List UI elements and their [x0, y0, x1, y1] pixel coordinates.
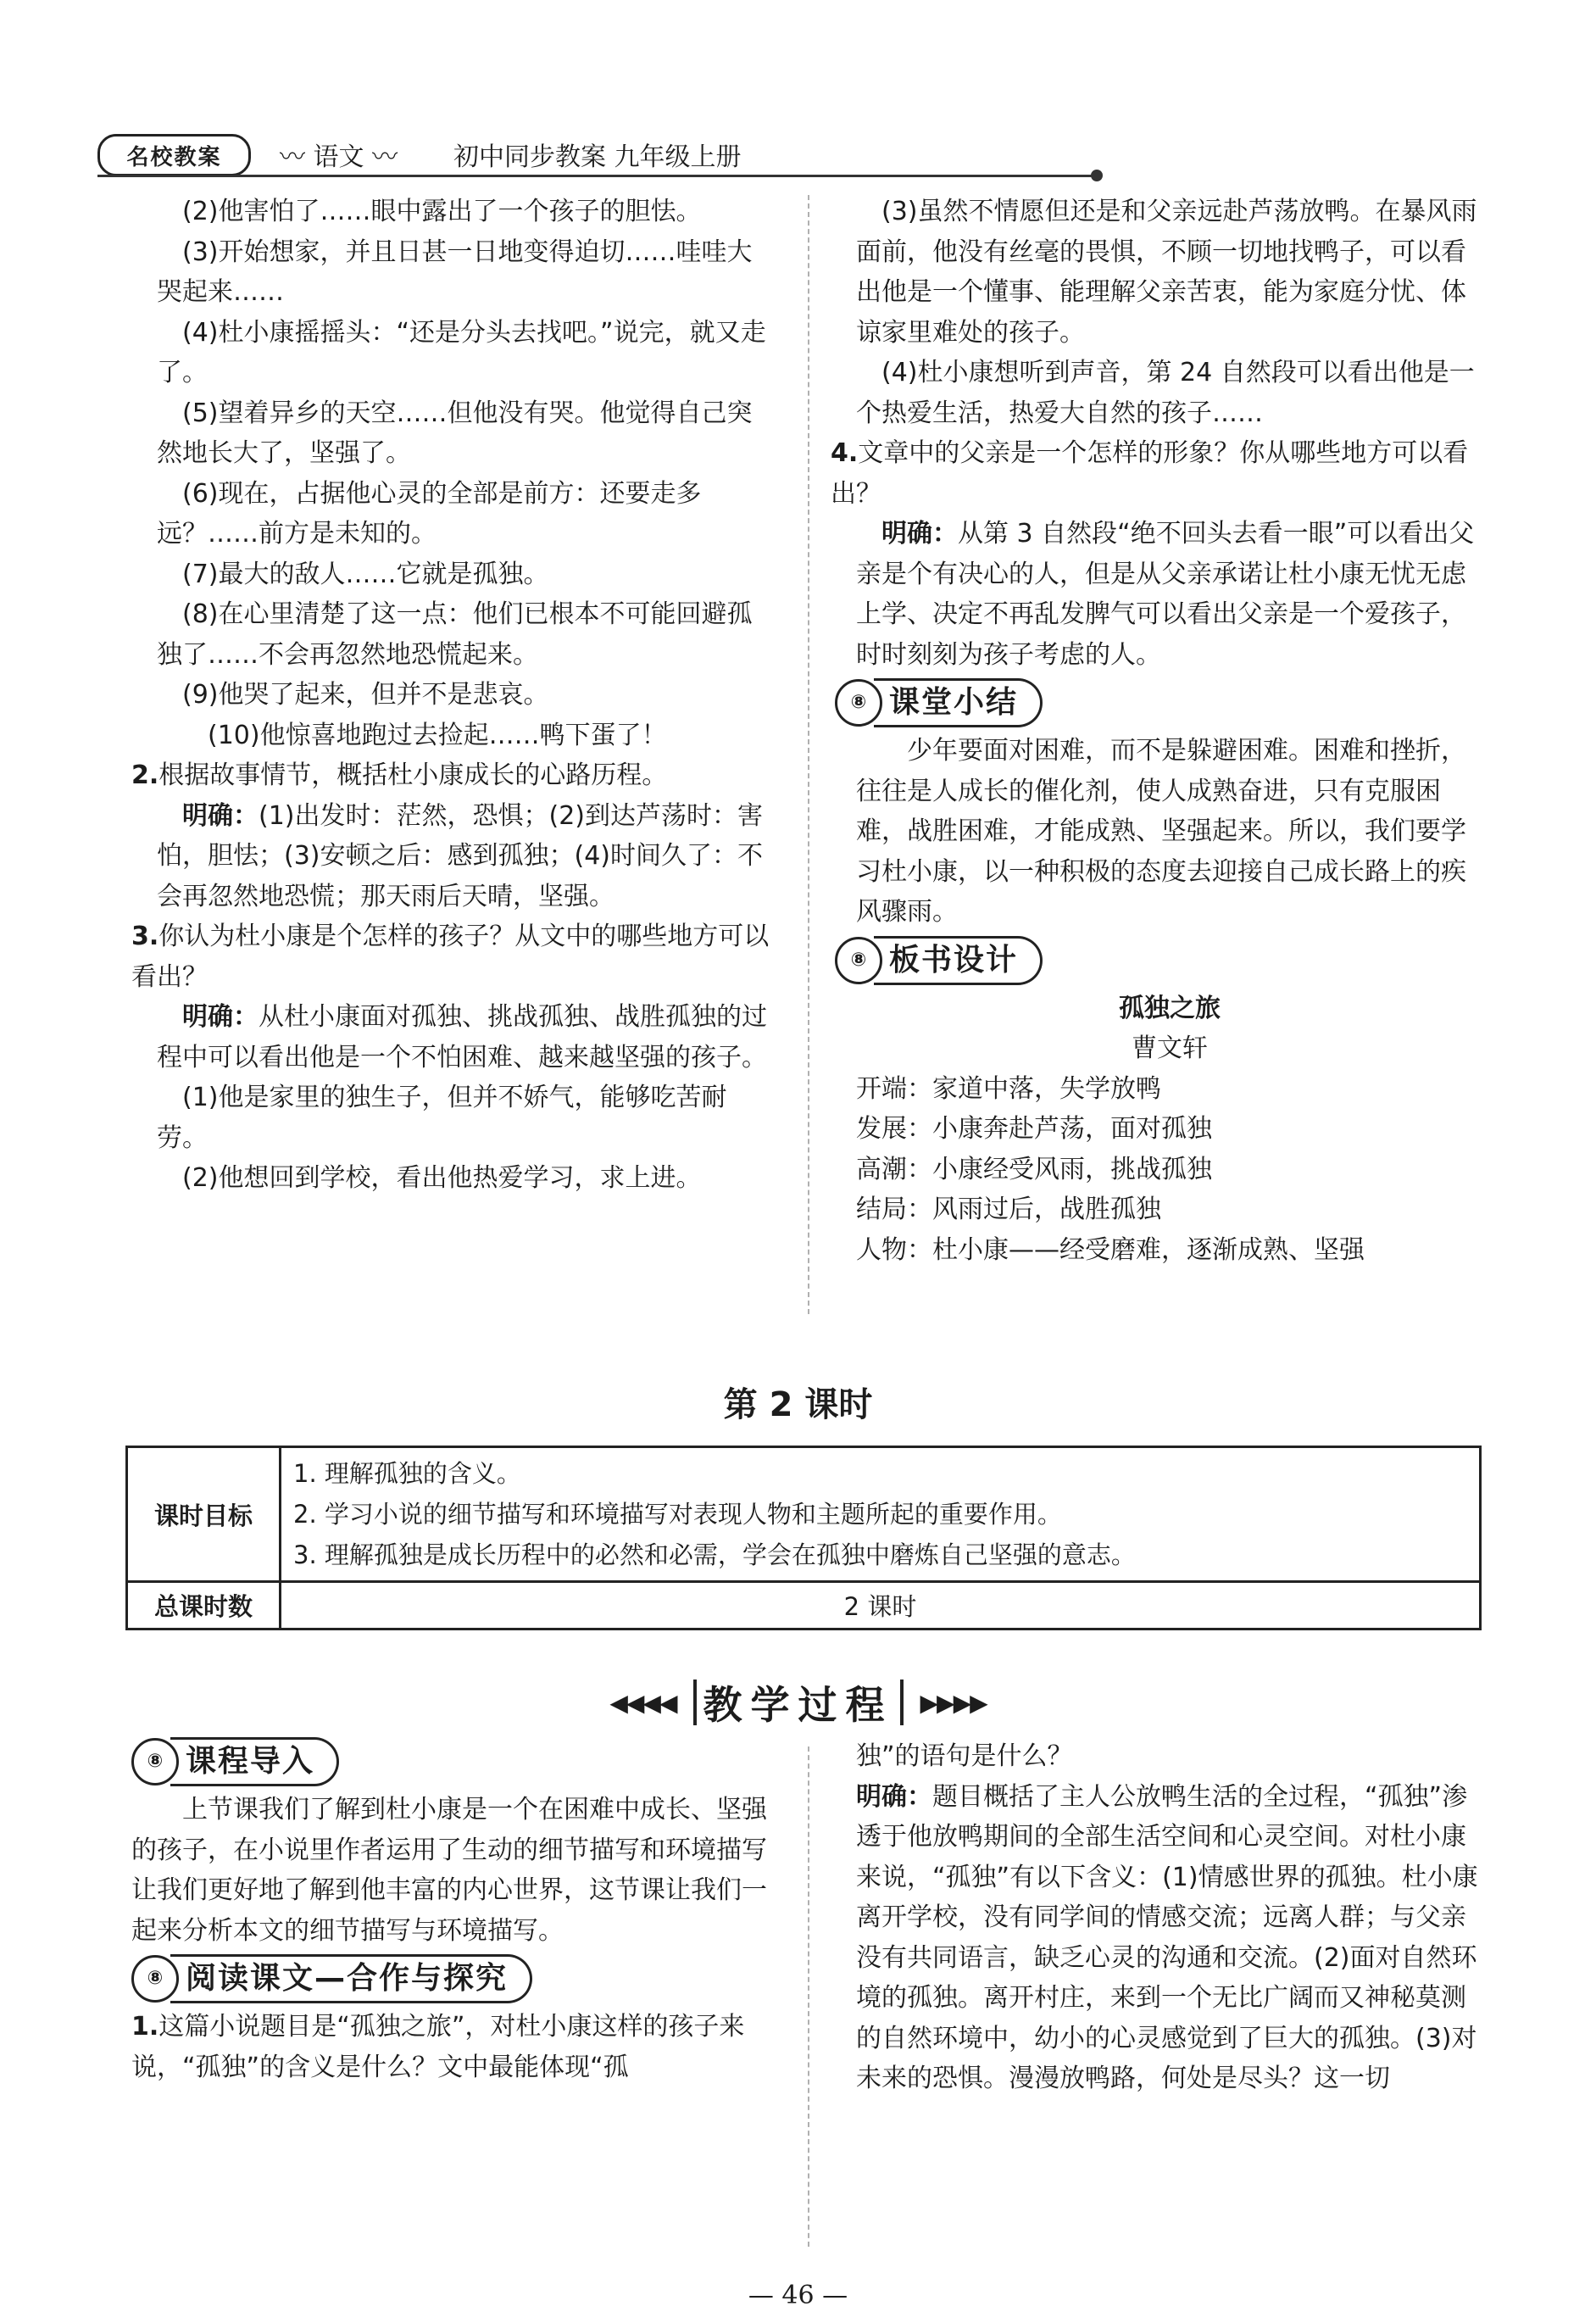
list-item: (7)最大的敌人……它就是孤独。	[182, 559, 549, 589]
section-icon: ⑧	[835, 679, 882, 727]
answer-text: 题目概括了主人公放鸭生活的全过程，“孤独”渗透于他放鸭期间的全部生活空间和心灵空间。对杜小康来说，“孤独”有以下含义：(1)情感世界的孤独。杜小康离开学校，没有同学间的情感交流；远离人群；与父亲没有共同语言，缺乏心灵的沟通和交流。(2)面对自然环境的孤独。离开村庄，来到一个无比广阔而又神秘莫测的自然环境中，幼小的心灵感觉到了巨大的孤独。(3)对未来的恐惧。漫漫放鸭路，何处是尽头？这一切	[856, 1781, 1478, 2093]
list-item: (8)在心里清楚了这一点：他们已根本不可能回避孤独了……不会再忽然地恐慌起来。	[157, 599, 753, 670]
intro-text: 上节课我们了解到杜小康是一个在困难中成长、坚强的孩子，在小说里作者运用了生动的细节描写和环境描写让我们更好地了解到他丰富的内心世界，这节课让我们一起来分析本文的细节描写与环境描写。	[131, 1795, 767, 1946]
question-number: 3.	[131, 922, 159, 951]
lesson-title: 第 2 课时	[723, 1385, 873, 1424]
answer-4	[856, 514, 1483, 675]
question-4	[831, 433, 1483, 514]
answer-2	[157, 796, 776, 917]
answer-point: (2)他想回到学校，看出他热爱学习，求上进。	[182, 1163, 702, 1193]
page-number: — 46 —	[748, 2281, 848, 2310]
bottom-left-column	[131, 1734, 780, 2087]
list-item: (4)杜小康摇摇头：“还是分头去找吧。”说完，就又走了。	[157, 317, 766, 387]
goal-list	[281, 1447, 1481, 1582]
hours-value: 2 课时	[281, 1582, 1481, 1629]
section-summary	[835, 678, 1483, 727]
question-text: 这篇小说题目是“孤独之旅”，对杜小康这样的孩子来说，“孤独”的含义是什么？文中最能体现“孤	[131, 2012, 745, 2082]
hours-label: 总课时数	[127, 1582, 281, 1629]
answer-point: (1)他是家里的独生子，但并不娇气，能够吃苦耐劳。	[157, 1083, 727, 1153]
table-row	[127, 1582, 1481, 1629]
section-title: 板书设计	[874, 936, 1043, 985]
answer-text: (1)出发时：茫然，恐惧；(2)到达芦荡时：害怕，胆怯；(3)安顿之后：感到孤独；(4)时间久了：不会再忽然地恐慌；那天雨后天晴，坚强。	[157, 800, 763, 911]
header-rule	[97, 175, 1098, 177]
list-item: (5)望着异乡的天空……但他没有哭。他觉得自己突然地长大了，坚强了。	[157, 398, 753, 468]
section-title: 课程导入	[170, 1737, 339, 1786]
right-arrows-icon: ▶▶▶▶	[920, 1688, 987, 1717]
question-text: 文章中的父亲是一个怎样的形象？你从哪些地方可以看出？	[831, 438, 1469, 509]
question-text: 根据故事情节，概括杜小康成长的心路历程。	[158, 760, 668, 790]
answer-text: 从杜小康面对孤独、挑战孤独、战胜孤独的过程中可以看出他是一个不怕困难、越来越坚强的孩子。	[157, 1002, 767, 1072]
list-item: (3)开始想家，并且日甚一日地变得迫切……哇哇大哭起来……	[157, 237, 753, 307]
table-row	[127, 1447, 1481, 1582]
left-arrows-icon: ◀◀◀◀	[609, 1688, 676, 1717]
answer-label: 明确：	[182, 1002, 259, 1032]
left-column	[131, 192, 776, 1199]
book-subtitle: 初中同步教案 九年级上册	[453, 142, 742, 172]
goal-item: 3. 理解孤独是成长历程中的必然和必需，学会在孤独中磨炼自己坚强的意志。	[293, 1540, 1136, 1569]
board-line: 发展：小康奔赴芦荡，面对孤独	[856, 1114, 1212, 1144]
question-continuation: 独”的语句是什么？	[856, 1741, 1073, 1771]
answer-text: 从第 3 自然段“绝不回头去看一眼”可以看出父亲是个有决心的人，但是从父亲承诺让杜小康无忧无虑上学、决定不再乱发脾气可以看出父亲是一个爱孩子，时时刻刻为孩子考虑的人。	[856, 519, 1475, 670]
question-number: 2.	[131, 760, 159, 790]
banner-title: 教学过程	[703, 1682, 893, 1728]
answer-label: 明确：	[856, 1781, 932, 1812]
list-item: (2)他害怕了……眼中露出了一个孩子的胆怯。	[182, 197, 702, 226]
board-title: 孤独之旅	[1119, 993, 1221, 1023]
column-divider	[808, 195, 809, 1314]
section-reading	[131, 1954, 780, 2003]
answer-3	[157, 997, 776, 1078]
column-divider	[808, 1746, 809, 2247]
answer-label: 明确：	[182, 800, 259, 831]
section-icon: ⑧	[131, 1738, 179, 1785]
section-icon: ⑧	[835, 937, 882, 984]
summary-text: 少年要面对困难，而不是躲避困难。困难和挫折，往往是人成长的催化剂，使人成熟奋进，只有克服困难，战胜困难，才能成熟、坚强起来。所以，我们要学习杜小康，以一种积极的态度去迎接自己成长路上的疾风骤雨。	[856, 736, 1466, 927]
bottom-right-column	[856, 1736, 1483, 2099]
question-3	[131, 916, 776, 997]
section-icon: ⑧	[131, 1955, 179, 2003]
answer-label: 明确：	[881, 519, 958, 549]
board-line: 开端：家道中落，失学放鸭	[856, 1073, 1161, 1104]
banner-bar	[693, 1680, 697, 1725]
section-intro	[131, 1737, 780, 1786]
list-item: (6)现在，占据他心灵的全部是前方：还要走多远？……前方是未知的。	[157, 478, 702, 549]
banner-bar	[900, 1680, 904, 1725]
goal-item: 2. 学习小说的细节描写和环境描写对表现人物和主题所起的重要作用。	[293, 1500, 1062, 1529]
right-column	[831, 192, 1483, 1270]
goal-label: 课时目标	[127, 1447, 281, 1582]
board-line: 人物：杜小康——经受磨难，逐渐成熟、坚强	[856, 1234, 1365, 1265]
board-line: 高潮：小康经受风雨，挑战孤独	[856, 1154, 1212, 1184]
logo: 名校教案	[97, 134, 251, 176]
list-item: (10)他惊喜地跑过去捡起……鸭下蛋了！	[208, 720, 667, 750]
objectives-table	[125, 1446, 1482, 1630]
subject-label: 〰 语文 〰	[280, 142, 398, 172]
board-line: 结局：风雨过后，战胜孤独	[856, 1195, 1161, 1224]
question-2	[131, 755, 776, 796]
answer-point: (3)虽然不情愿但还是和父亲远赴芦荡放鸭。在暴风雨面前，他没有丝毫的畏惧，不顾一切地找鸭子，可以看出他是一个懂事、能理解父亲苦衷，能为家庭分忧、体谅家里难处的孩子。	[856, 197, 1477, 348]
question-number: 4.	[831, 438, 859, 468]
process-banner	[0, 1674, 1596, 1730]
header-rule-dot	[1091, 170, 1103, 181]
section-board	[835, 936, 1483, 985]
goal-item: 1. 理解孤独的含义。	[293, 1459, 521, 1488]
answer-point: (4)杜小康想听到声音，第 24 自然段可以看出他是一个热爱生活，热爱大自然的孩子……	[856, 358, 1475, 428]
section-title: 课堂小结	[874, 678, 1043, 727]
question-1	[131, 2007, 780, 2087]
question-number: 1.	[131, 2012, 159, 2042]
list-item: (9)他哭了起来，但并不是悲哀。	[182, 680, 549, 710]
section-title: 阅读课文—合作与探究	[170, 1954, 532, 2003]
question-text: 你认为杜小康是个怎样的孩子？从文中的哪些地方可以看出？	[131, 922, 770, 992]
board-author: 曹文轩	[1132, 1033, 1208, 1063]
